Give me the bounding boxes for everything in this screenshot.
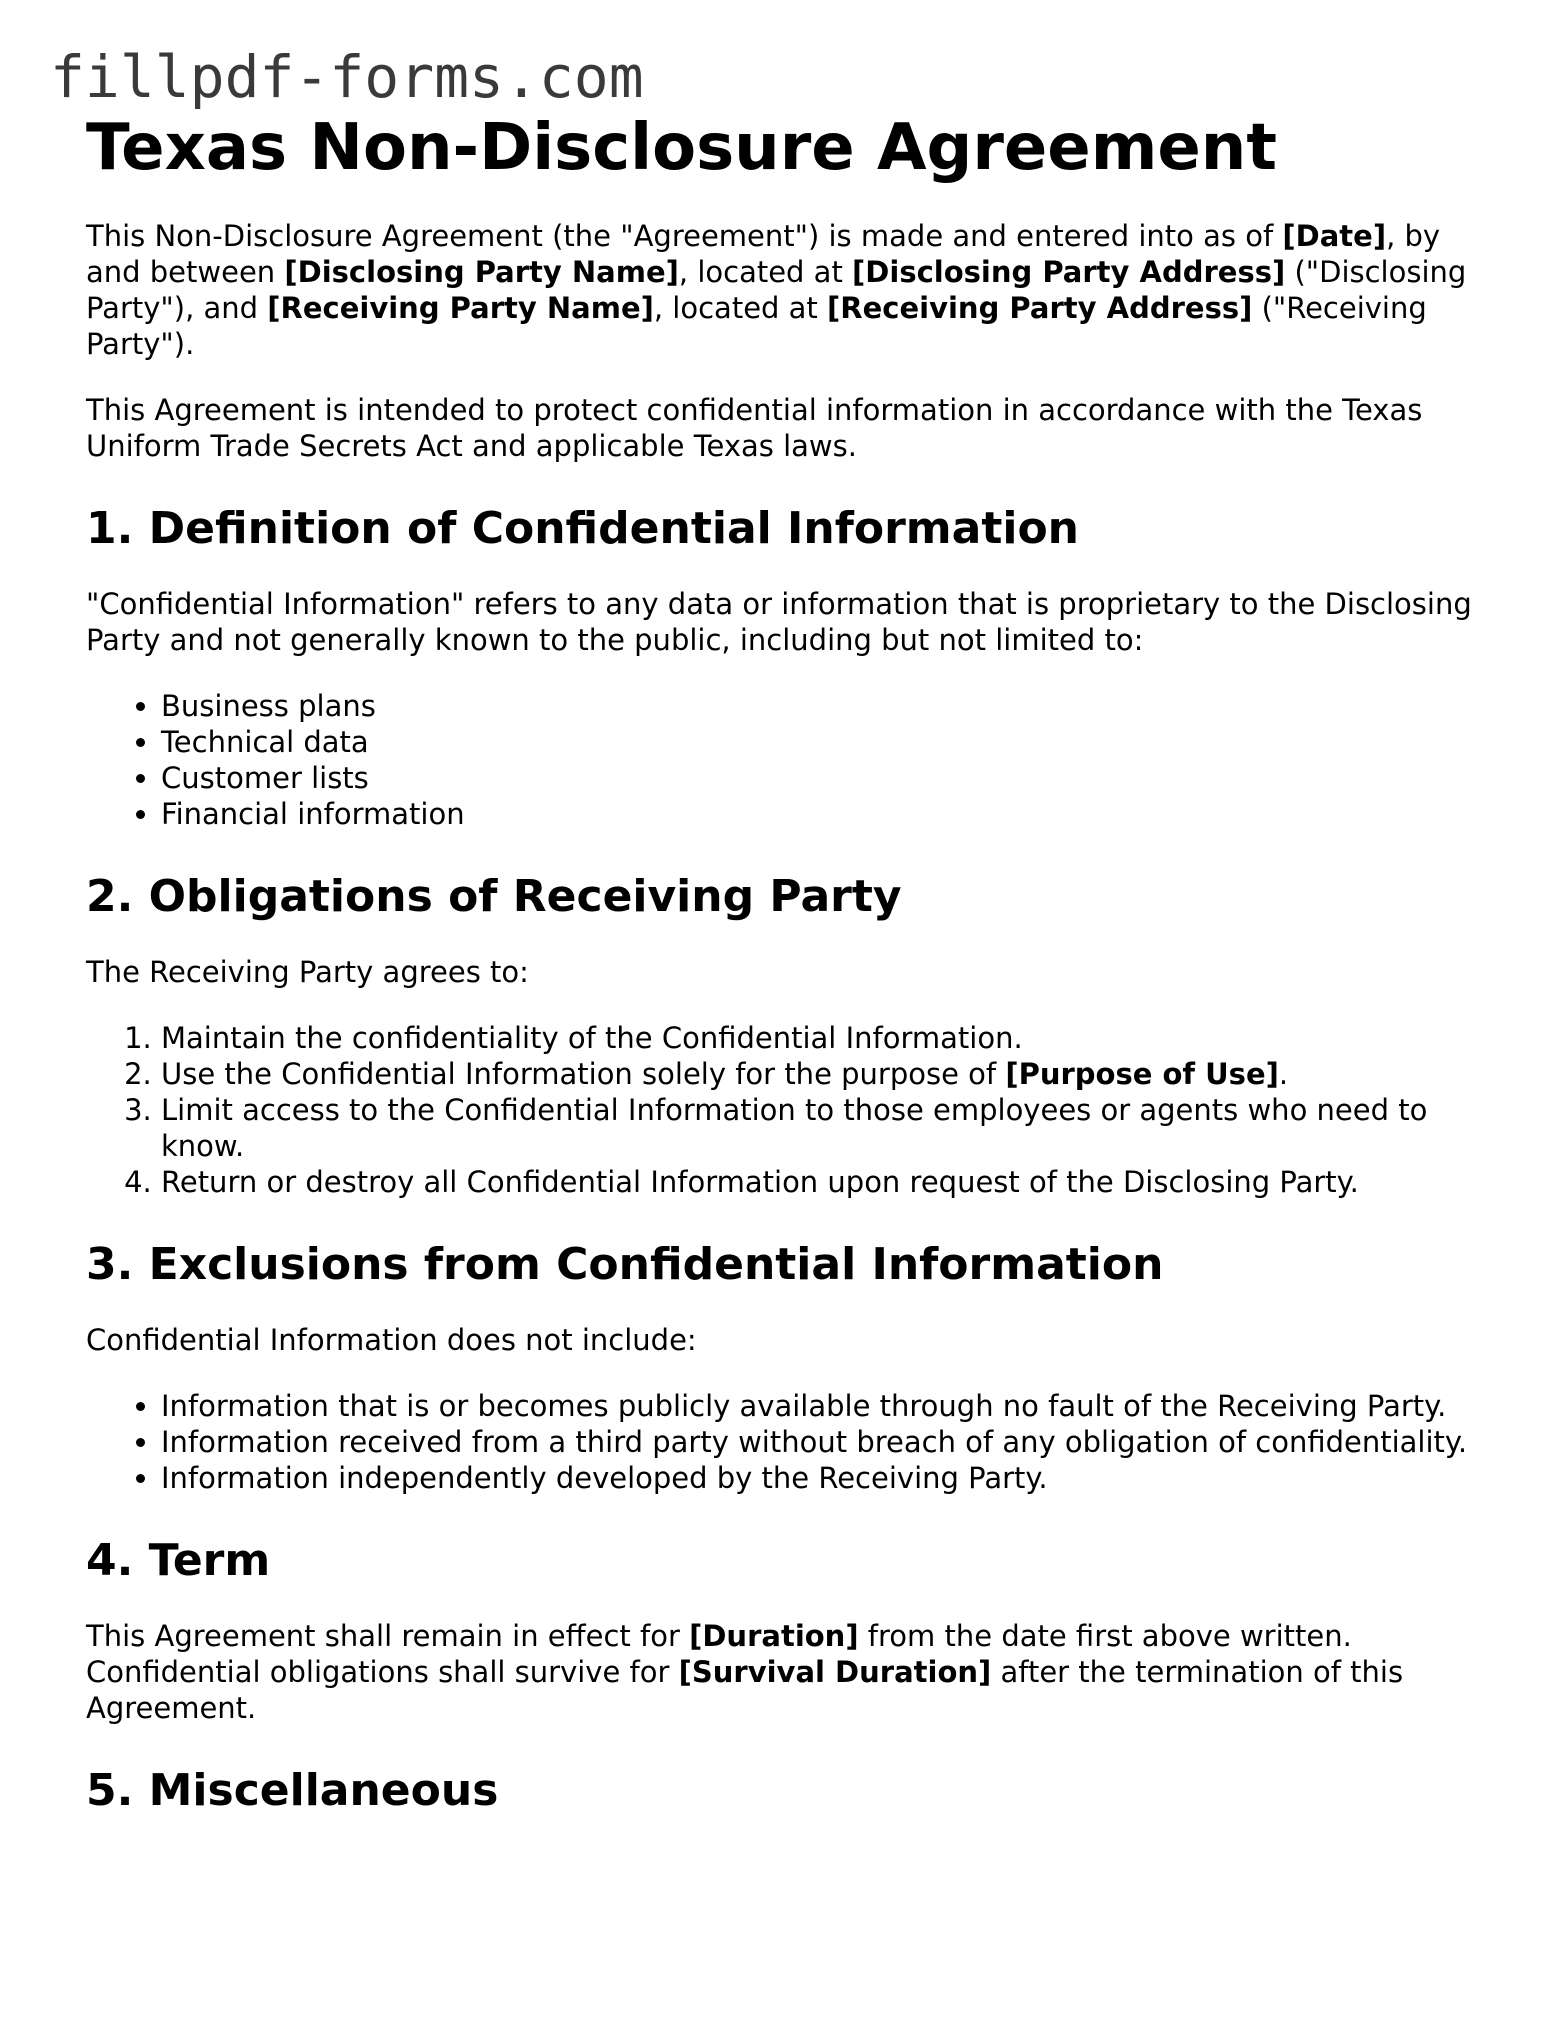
list-item: • Business plans (161, 688, 1476, 724)
section-3-text: Confidential Information does not include: (86, 1323, 697, 1357)
intro-text-4: ("Disclosing Party"), and (86, 255, 1467, 325)
intro-paragraph (86, 218, 1476, 362)
list-item: • Information independently developed by the Receiving Party. (161, 1460, 1476, 1496)
intro-text-6: ("Receiving Party"). (86, 291, 1427, 361)
item-2-text: Use the Confidential Information solely for the purpose of (161, 1057, 1006, 1091)
list-item (161, 1056, 1476, 1092)
list-item: • Information that is or becomes publicly available through no fault of the Receiving Party. (161, 1388, 1476, 1424)
section-3-list (86, 1388, 1476, 1496)
section-4-heading: 4. Term (86, 1535, 271, 1586)
purpose-placeholder: [Purpose of Use] (1005, 1057, 1279, 1091)
list-item: 4. Return or destroy all Confidential Information upon request of the Disclosing Party. (161, 1164, 1476, 1200)
intro-paragraph-2: This Agreement is intended to protect confidential information in accordance with the Texas Uniform Trade Secrets Act and applicable Texas laws. (86, 393, 1423, 463)
item-2-end: . (1278, 1057, 1289, 1091)
list-item: • Financial information (161, 796, 1476, 832)
section-2-heading: 2. Obligations of Receiving Party (86, 871, 902, 922)
term-text-2: from the date first above written. Confidential obligations shall survive for (86, 1619, 1352, 1689)
document-title: Texas Non-Disclosure Agreement (86, 111, 1277, 185)
watermark-text: fillpdf-forms.com (50, 43, 644, 111)
list-item: 3. Limit access to the Confidential Information to those employees or agents who need to know. (161, 1092, 1476, 1164)
intro-text-2: , by and between (86, 219, 1441, 289)
intro-text-1: This Non-Disclosure Agreement (the "Agreement") is made and entered into as of (86, 219, 1283, 253)
section-2-text: The Receiving Party agrees to: (86, 955, 529, 989)
duration-placeholder: [Duration] (689, 1619, 859, 1653)
receiving-party-name-placeholder: [Receiving Party Name] (267, 291, 654, 325)
section-1-text: "Confidential Information" refers to any data or information that is proprietary to the Disclosing Party and not generally known to the public, including but not limited to: (86, 587, 1472, 657)
section-1-heading: 1. Definition of Confidential Information (86, 503, 1080, 554)
section-5-heading: 5. Miscellaneous (86, 1765, 499, 1816)
section-1-list (86, 688, 1476, 832)
survival-duration-placeholder: [Survival Duration] (678, 1655, 992, 1689)
list-item: • Information received from a third party without breach of any obligation of confidentiality. (161, 1424, 1476, 1460)
receiving-party-address-placeholder: [Receiving Party Address] (827, 291, 1253, 325)
list-item: • Customer lists (161, 760, 1476, 796)
document-body (86, 108, 1476, 1818)
section-3-heading: 3. Exclusions from Confidential Information (86, 1239, 1164, 1290)
section-2-list (86, 1020, 1476, 1200)
list-item: • Technical data (161, 724, 1476, 760)
intro-text-3: , located at (678, 255, 853, 289)
disclosing-party-name-placeholder: [Disclosing Party Name] (284, 255, 679, 289)
list-item: 1. Maintain the confidentiality of the Confidential Information. (161, 1020, 1476, 1056)
disclosing-party-address-placeholder: [Disclosing Party Address] (852, 255, 1286, 289)
date-placeholder: [Date] (1282, 219, 1387, 253)
section-4-text (86, 1618, 1476, 1726)
intro-text-5: , located at (653, 291, 828, 325)
term-text-1: This Agreement shall remain in effect for (86, 1619, 690, 1653)
term-text-3: after the termination of this Agreement. (86, 1655, 1404, 1725)
